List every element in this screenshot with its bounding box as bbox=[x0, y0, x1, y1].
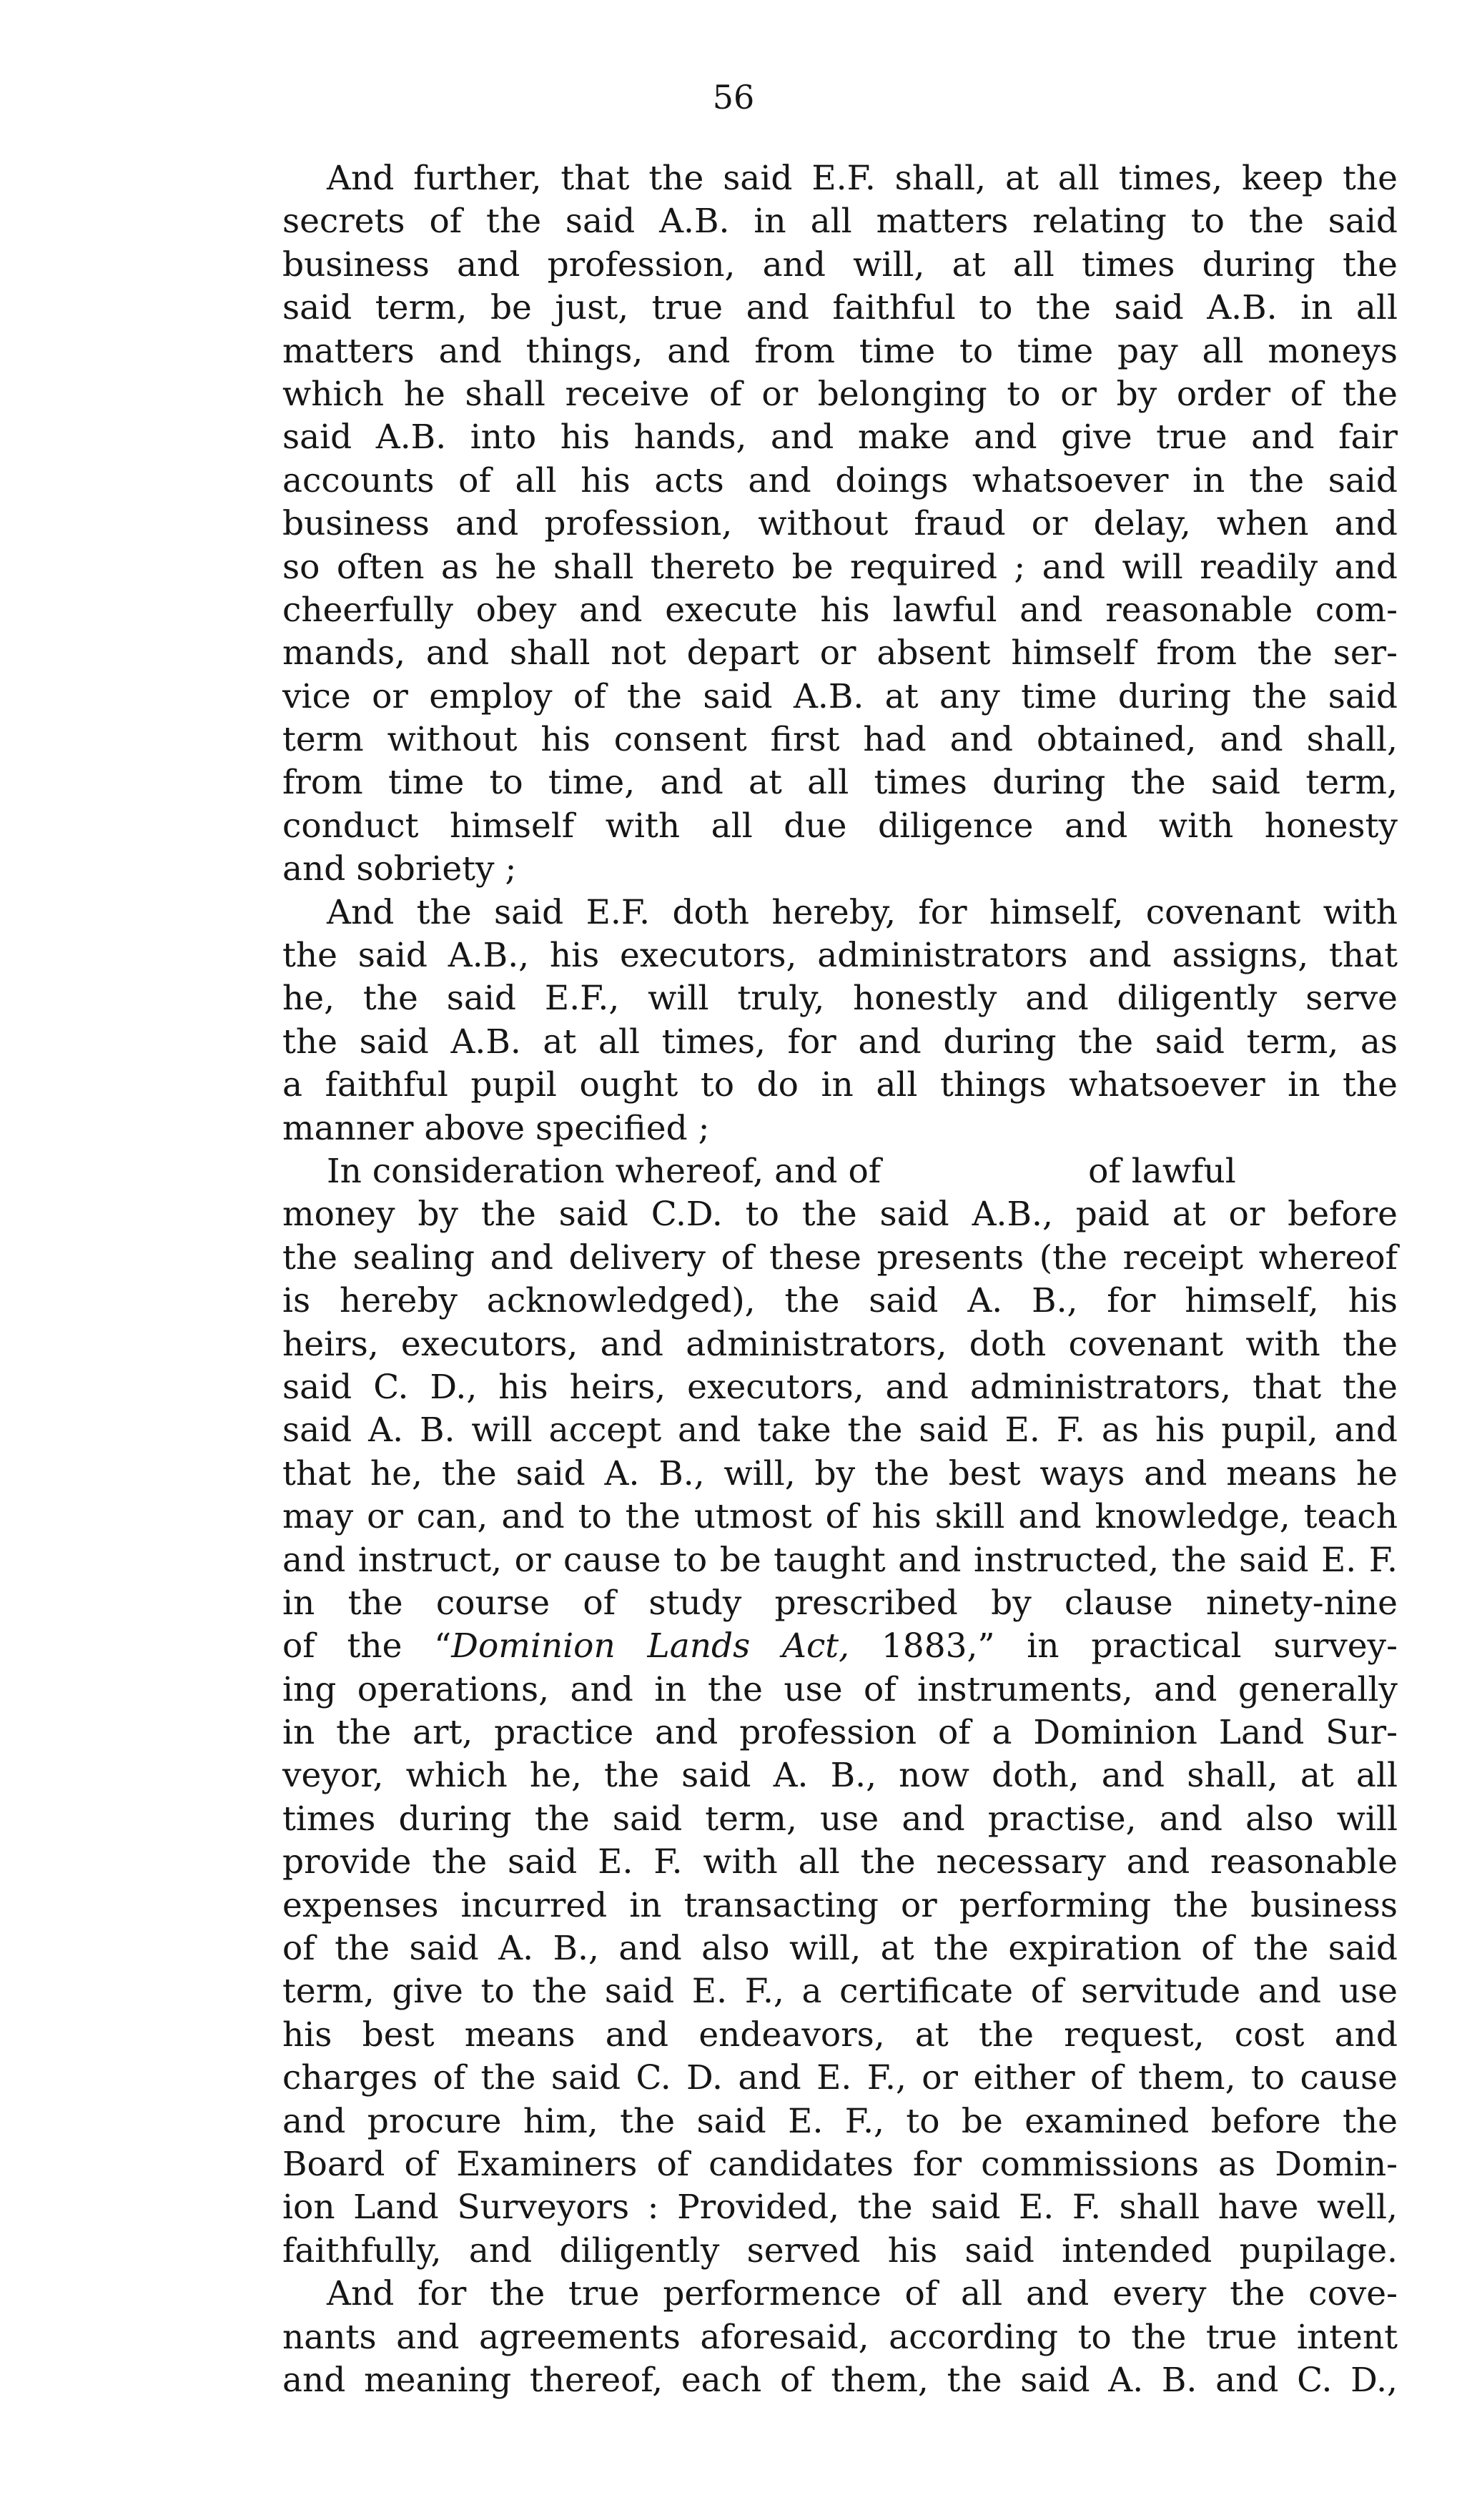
text-line: said term, be just, true and faithful to the said A.B. in all bbox=[282, 288, 1398, 328]
text-line: money by the said C.D. to the said A.B., paid at or before bbox=[282, 1195, 1398, 1235]
text-line: business and profession, without fraud or delay, when and bbox=[282, 504, 1398, 544]
paragraph-2 bbox=[282, 891, 1398, 1150]
paragraph-4 bbox=[282, 2273, 1398, 2402]
document-body bbox=[282, 157, 1398, 2402]
act-citation-line bbox=[282, 1625, 1398, 1668]
act-prefix: of the “ bbox=[282, 1626, 452, 1666]
text-line: and instruct, or cause to be taught and instructed, the said E. F. bbox=[282, 1540, 1398, 1580]
text-line-with-blank bbox=[282, 1150, 1398, 1193]
text-line: nants and agreements aforesaid, according to the true intent bbox=[282, 2317, 1398, 2357]
text-before-blank: In consideration whereof, and of bbox=[327, 1151, 881, 1191]
text-line: manner above specified ; bbox=[282, 1108, 710, 1148]
text-line: charges of the said C. D. and E. F., or either of them, to cause bbox=[282, 2058, 1398, 2098]
text-line: said C. D., his heirs, executors, and administrators, that the bbox=[282, 1367, 1398, 1407]
text-line: mands, and shall not depart or absent himself from the ser- bbox=[282, 633, 1398, 673]
text-line: he, the said E.F., will truly, honestly and diligently serve bbox=[282, 979, 1398, 1019]
text-line: times during the said term, use and practise, and also will bbox=[282, 1799, 1398, 1839]
text-line: so often as he shall thereto be required ; and will readily and bbox=[282, 547, 1398, 587]
text-line: provide the said E. F. with all the necessary and reasonable bbox=[282, 1842, 1398, 1882]
paragraph-1 bbox=[282, 157, 1398, 891]
text-line: ion Land Surveyors : Provided, the said E. F. shall have well, bbox=[282, 2188, 1398, 2228]
text-line: in the course of study prescribed by clause ninety-nine bbox=[282, 1583, 1398, 1623]
act-title: Dominion Lands Act, bbox=[451, 1626, 850, 1666]
text-line: faithfully, and diligently served his said intended pupilage. bbox=[282, 2230, 1398, 2271]
act-suffix: 1883,” in practical survey- bbox=[849, 1626, 1398, 1666]
text-line: the said A.B. at all times, for and during the said term, as bbox=[282, 1022, 1398, 1062]
text-line: the sealing and delivery of these presents (the receipt whereof bbox=[282, 1237, 1398, 1278]
text-line: And the said E.F. doth hereby, for himself, covenant with bbox=[327, 892, 1398, 932]
text-line: his best means and endeavors, at the request, cost and bbox=[282, 2015, 1398, 2055]
text-line: term, give to the said E. F., a certificate of servitude and use bbox=[282, 1972, 1398, 2012]
text-line: vice or employ of the said A.B. at any time during the said bbox=[282, 676, 1398, 716]
text-line: said A.B. into his hands, and make and give true and fair bbox=[282, 417, 1398, 458]
text-line: from time to time, and at all times during the said term, bbox=[282, 763, 1398, 803]
text-line: expenses incurred in transacting or performing the business bbox=[282, 1885, 1398, 1925]
text-line: in the art, practice and profession of a Dominion Land Sur- bbox=[282, 1713, 1398, 1753]
text-line: business and profession, and will, at all times during the bbox=[282, 244, 1398, 285]
text-line: a faithful pupil ought to do in all things whatsoever in the bbox=[282, 1065, 1398, 1105]
text-line: the said A.B., his executors, administrators and assigns, that bbox=[282, 936, 1398, 976]
text-line: that he, the said A. B., will, by the best ways and means he bbox=[282, 1453, 1398, 1493]
text-line: may or can, and to the utmost of his skill and knowledge, teach bbox=[282, 1497, 1398, 1537]
text-line: which he shall receive of or belonging to or by order of the bbox=[282, 374, 1398, 414]
text-line: Board of Examiners of candidates for commissions as Domin- bbox=[282, 2144, 1398, 2184]
text-line: matters and things, and from time to time pay all moneys bbox=[282, 331, 1398, 371]
paragraph-3 bbox=[282, 1150, 1398, 2273]
text-line: said A. B. will accept and take the said E. F. as his pupil, and bbox=[282, 1410, 1398, 1451]
text-line: And for the true performence of all and every the cove- bbox=[327, 2274, 1398, 2314]
text-line: term without his consent first had and obtained, and shall, bbox=[282, 720, 1398, 760]
text-line: ing operations, and in the use of instruments, and generally bbox=[282, 1669, 1398, 1709]
text-line: and meaning thereof, each of them, the said A. B. and C. D., bbox=[282, 2360, 1398, 2400]
text-line: conduct himself with all due diligence and with honesty bbox=[282, 806, 1398, 846]
text-line: And further, that the said E.F. shall, at all times, keep the bbox=[327, 159, 1398, 198]
text-line: is hereby acknowledged), the said A. B., for himself, his bbox=[282, 1281, 1398, 1321]
text-line: and procure him, the said E. F., to be examined before the bbox=[282, 2101, 1398, 2141]
text-line: heirs, executors, and administrators, doth covenant with the bbox=[282, 1324, 1398, 1364]
text-line: cheerfully obey and execute his lawful and reasonable com- bbox=[282, 590, 1398, 630]
page-number: 56 bbox=[712, 78, 755, 117]
text-line: accounts of all his acts and doings whatsoever in the said bbox=[282, 460, 1398, 500]
text-line: secrets of the said A.B. in all matters relating to the said bbox=[282, 202, 1398, 242]
text-line: and sobriety ; bbox=[282, 849, 517, 889]
text-after-blank: of lawful bbox=[1088, 1151, 1236, 1191]
text-line: veyor, which he, the said A. B., now doth, and shall, at all bbox=[282, 1756, 1398, 1796]
text-line: of the said A. B., and also will, at the expiration of the said bbox=[282, 1929, 1398, 1969]
